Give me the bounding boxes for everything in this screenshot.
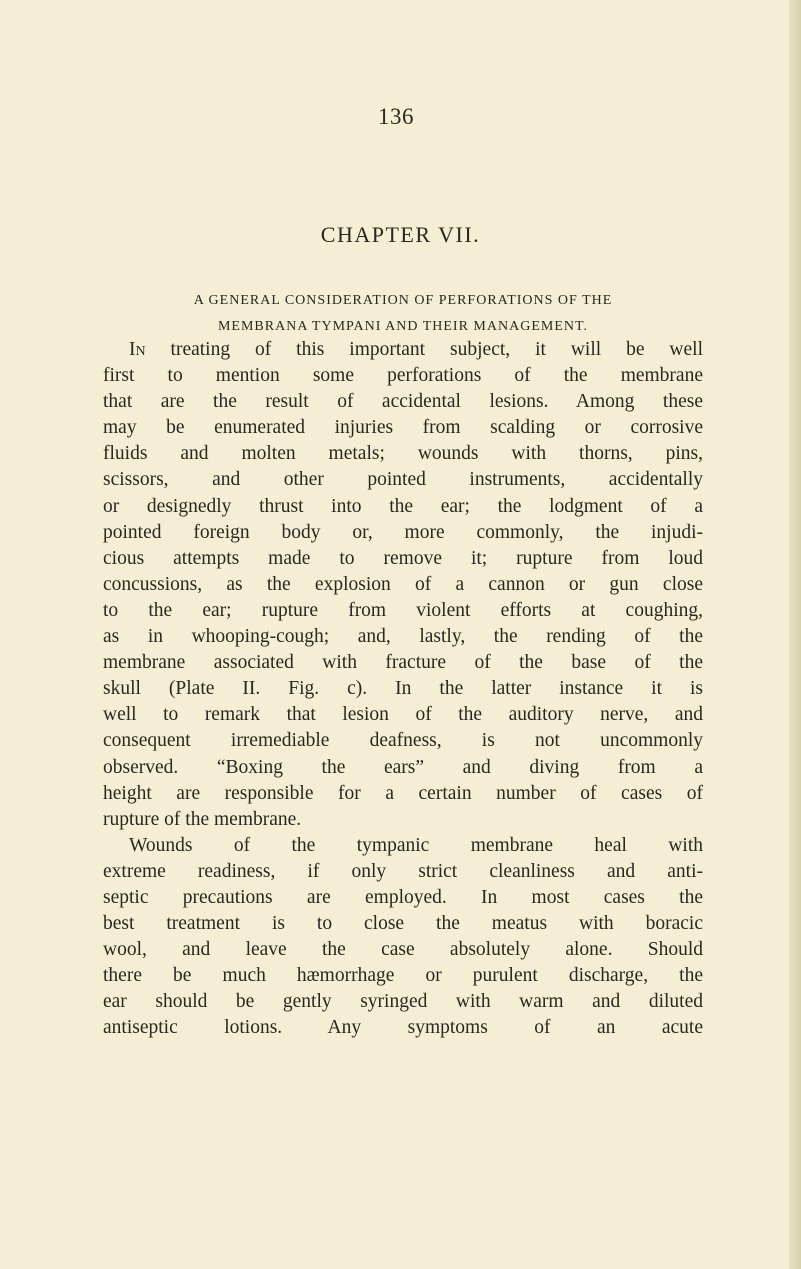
paragraph-2-first-line: Wounds of the tympanic membrane heal with <box>129 834 703 856</box>
text-line: extreme readiness, if only strict cleanliness and anti- <box>103 860 703 882</box>
text-line: fluids and molten metals; wounds with thorns, pins, <box>103 443 703 465</box>
text-line: wool, and leave the case absolutely alone. Should <box>103 939 703 961</box>
page-number: 136 <box>378 104 414 129</box>
first-line-rest: treating of this important subject, it will be well <box>145 339 703 360</box>
text-line: may be enumerated injuries from scalding or corrosive <box>103 417 703 439</box>
text-line: septic precautions are employed. In most cases the <box>103 886 703 908</box>
text-line: that are the result of accidental lesions. Among these <box>103 391 703 413</box>
text-line: concussions, as the explosion of a cannon or gun close <box>103 573 703 595</box>
body-text <box>103 337 703 1042</box>
text-line: well to remark that lesion of the auditory nerve, and <box>103 704 703 726</box>
text-line: scissors, and other pointed instruments, accidentally <box>103 469 703 491</box>
text-line: first to mention some perforations of the membrane <box>103 365 703 387</box>
text-line: cious attempts made to remove it; rupture from loud <box>103 547 703 569</box>
text-line: rupture of the membrane. <box>103 808 302 830</box>
text-line: or designedly thrust into the ear; the lodgment of a <box>103 495 703 517</box>
text-line: antiseptic lotions. Any symptoms of an acute <box>103 1017 703 1039</box>
text-line: observed. “Boxing the ears” and diving from a <box>103 756 703 778</box>
text-line: there be much hæmorrhage or purulent discharge, the <box>103 965 703 987</box>
text-line: skull (Plate II. Fig. c). In the latter instance it is <box>103 678 703 700</box>
text-line: ear should be gently syringed with warm and diluted <box>103 991 703 1013</box>
text-line: pointed foreign body or, more commonly, the injudi- <box>103 521 703 543</box>
text-line: as in whooping-cough; and, lastly, the rending of the <box>103 626 703 648</box>
text-line: to the ear; rupture from violent efforts at coughing, <box>103 599 703 621</box>
chapter-title: CHAPTER VII. <box>320 222 481 247</box>
subtitle-line: MEMBRANA TYMPANI AND THEIR MANAGEMENT. <box>217 319 588 334</box>
page-edge <box>789 0 801 1269</box>
chapter-subtitle <box>100 288 706 340</box>
paragraph-1-first-line <box>103 337 703 363</box>
text-line: best treatment is to close the meatus with boracic <box>103 913 703 935</box>
text-line: height are responsible for a certain number of cases of <box>103 782 703 804</box>
subtitle-line: A GENERAL CONSIDERATION OF PERFORATIONS OF THE <box>193 293 613 308</box>
text-line: membrane associated with fracture of the base of the <box>103 652 703 674</box>
drop-word: In <box>129 339 146 360</box>
text-line: consequent irremediable deafness, is not uncommonly <box>103 730 703 752</box>
